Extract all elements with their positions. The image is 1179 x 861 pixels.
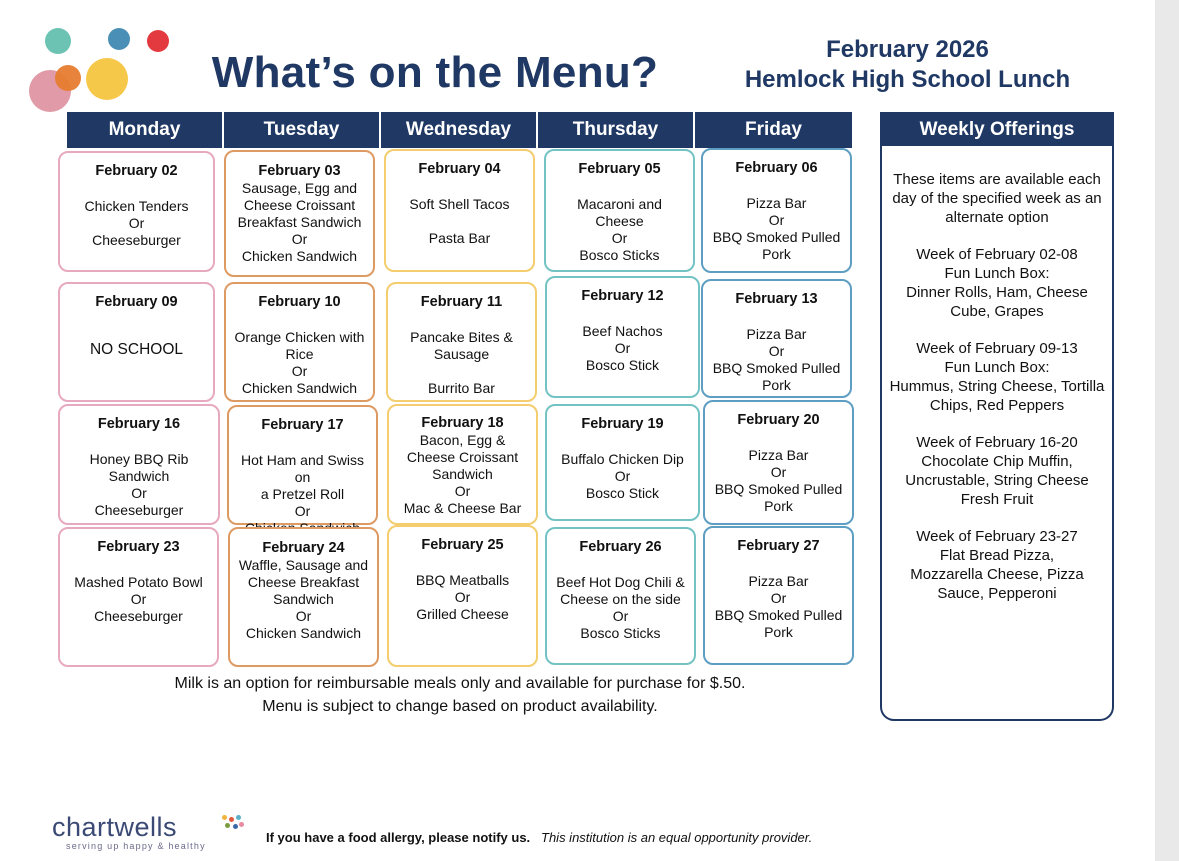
menu-cell-feb-27 <box>703 526 854 665</box>
decorative-dot-teal <box>45 28 71 54</box>
weekly-week-1 <box>888 245 1106 321</box>
menu-cell-feb-25 <box>387 525 538 667</box>
menu-cell-feb-19 <box>545 404 700 521</box>
menu-cell-feb-02 <box>58 151 215 272</box>
menu-cell-feb-09 <box>58 282 215 402</box>
decorative-dot-blue <box>108 28 130 50</box>
menu-notes <box>60 672 860 718</box>
change-note: Menu is subject to change based on product availability. <box>262 698 658 715</box>
logo-dots-icon <box>222 815 244 835</box>
weekly-offerings-panel <box>880 146 1114 721</box>
cell-meal: Buffalo Chicken Dip Or Bosco Stick <box>561 451 684 501</box>
cell-date: February 02 <box>95 163 178 179</box>
footer-text <box>266 830 812 845</box>
cell-date: February 23 <box>97 539 180 555</box>
day-header-tuesday: Tuesday <box>224 112 381 148</box>
decorative-dot-orange <box>55 65 81 91</box>
allergy-notice: If you have a food allergy, please notify us. <box>266 830 531 845</box>
cell-meal: Pizza Bar Or BBQ Smoked Pulled Pork <box>714 447 843 514</box>
weekly-week-label: Fun Lunch Box: <box>944 359 1050 376</box>
weekly-intro: These items are available each day of the specified week as an alternate option <box>892 171 1102 226</box>
weekly-week-items: Uncrustable, String Cheese Fresh Fruit <box>905 472 1089 508</box>
menu-cell-feb-06 <box>701 148 852 273</box>
cell-date: February 25 <box>421 537 504 553</box>
cell-date: February 13 <box>735 291 818 307</box>
menu-cell-feb-12 <box>545 276 700 398</box>
cell-date: February 09 <box>95 294 178 310</box>
cell-meal: Soft Shell Tacos Pasta Bar <box>409 196 510 246</box>
menu-cell-feb-24 <box>228 527 379 667</box>
cell-meal: Beef Hot Dog Chili & Cheese on the side Or Bosco Sticks <box>556 574 685 641</box>
cell-date: February 12 <box>581 288 664 304</box>
page-title: What’s on the Menu? <box>211 48 659 97</box>
chartwells-logo <box>52 813 206 851</box>
subtitle-month: February 2026 <box>826 36 989 63</box>
weekly-offerings-header: Weekly Offerings <box>880 112 1114 148</box>
cell-meal: Macaroni and Cheese Or Bosco Sticks <box>577 196 662 263</box>
cell-date: February 03 <box>258 163 341 179</box>
cell-date: February 18 <box>421 415 504 431</box>
menu-cell-feb-18 <box>387 404 538 525</box>
logo-tagline: serving up happy & healthy <box>66 841 206 851</box>
cell-date: February 10 <box>258 294 341 310</box>
cell-date: February 04 <box>418 161 501 177</box>
cell-date: February 05 <box>578 161 661 177</box>
weekly-week-3 <box>888 433 1106 509</box>
cell-meal: Sausage, Egg and Cheese Croissant Breakfast Sandwich Or Chicken Sandwich <box>237 180 362 264</box>
menu-cell-feb-11 <box>386 282 537 402</box>
cell-date: February 16 <box>97 416 181 432</box>
cell-meal: NO SCHOOL <box>89 341 183 358</box>
milk-note: Milk is an option for reimbursable meals only and available for purchase for $.50. <box>174 675 746 692</box>
menu-cell-feb-13 <box>701 279 852 398</box>
weekly-week-heading: Week of February 16-20 <box>916 434 1078 451</box>
page-background-edge <box>1155 0 1179 861</box>
cell-meal: Bacon, Egg & Cheese Croissant Sandwich Or Mac & Cheese Bar <box>403 432 522 516</box>
cell-date: February 17 <box>261 417 344 433</box>
menu-cell-feb-17 <box>227 405 378 525</box>
weekly-week-heading: Week of February 09-13 <box>916 340 1078 357</box>
page-subtitle <box>720 35 1095 95</box>
menu-cell-feb-10 <box>224 282 375 402</box>
equal-opportunity-notice: This institution is an equal opportunity provider. <box>541 830 813 845</box>
day-header-friday: Friday <box>695 112 852 148</box>
menu-cell-feb-26 <box>545 527 696 665</box>
weekly-week-label: Chocolate Chip Muffin, <box>921 453 1073 470</box>
cell-meal: Pancake Bites & Sausage Burrito Bar <box>410 329 513 396</box>
cell-meal: Waffle, Sausage and Cheese Breakfast Sandwich Or Chicken Sandwich <box>238 557 369 641</box>
weekly-week-heading: Week of February 02-08 <box>916 246 1078 263</box>
cell-meal: Beef Nachos Or Bosco Stick <box>582 323 663 373</box>
cell-meal: Honey BBQ Rib Sandwich Or Cheeseburger <box>89 451 189 518</box>
menu-cell-feb-05 <box>544 149 695 272</box>
logo-wordmark: chartwells <box>52 812 178 842</box>
menu-cell-feb-23 <box>58 527 219 667</box>
weekly-week-items: Mozzarella Cheese, Pizza Sauce, Pepperoni <box>910 566 1084 602</box>
weekly-week-items: Hummus, String Cheese, Tortilla Chips, Red Peppers <box>889 378 1105 414</box>
menu-cell-feb-16 <box>58 404 220 525</box>
cell-meal: Pizza Bar Or BBQ Smoked Pulled Pork <box>712 326 841 393</box>
menu-cell-feb-03 <box>224 150 375 277</box>
cell-date: February 06 <box>735 160 818 176</box>
weekly-week-2 <box>888 339 1106 415</box>
cell-date: February 26 <box>579 539 662 555</box>
cell-meal: Hot Ham and Swiss on a Pretzel Roll Or <box>241 452 364 519</box>
weekly-week-label: Fun Lunch Box: <box>944 265 1050 282</box>
cell-date: February 27 <box>737 538 820 554</box>
weekly-week-label: Flat Bread Pizza, <box>939 547 1055 564</box>
weekly-week-4 <box>888 527 1106 603</box>
decorative-dot-yellow <box>86 58 128 100</box>
weekly-week-heading: Week of February 23-27 <box>916 528 1078 545</box>
cell-meal: Pizza Bar Or BBQ Smoked Pulled Pork <box>712 195 841 262</box>
cell-date: February 20 <box>737 412 820 428</box>
weekly-week-items: Dinner Rolls, Ham, Cheese Cube, Grapes <box>906 284 1088 320</box>
cell-meal: Pizza Bar Or BBQ Smoked Pulled Pork <box>714 573 843 640</box>
decorative-dot-red <box>147 30 169 52</box>
cell-meal: Chicken Tenders Or Cheeseburger <box>84 198 189 248</box>
cell-date: February 19 <box>581 416 664 432</box>
cell-date: February 11 <box>420 294 503 310</box>
day-header-thursday: Thursday <box>538 112 695 148</box>
cell-date: February 24 <box>262 540 345 556</box>
day-header-wednesday: Wednesday <box>381 112 538 148</box>
day-header-monday: Monday <box>67 112 224 148</box>
menu-cell-feb-04 <box>384 149 535 272</box>
menu-cell-feb-20 <box>703 400 854 525</box>
cell-meal: Orange Chicken with Rice Or Chicken Sandwich <box>234 329 365 396</box>
cell-meal: BBQ Meatballs Or Grilled Cheese <box>415 572 510 622</box>
cell-meal: Mashed Potato Bowl Or Cheeseburger <box>74 574 203 624</box>
subtitle-school: Hemlock High School Lunch <box>744 66 1071 93</box>
